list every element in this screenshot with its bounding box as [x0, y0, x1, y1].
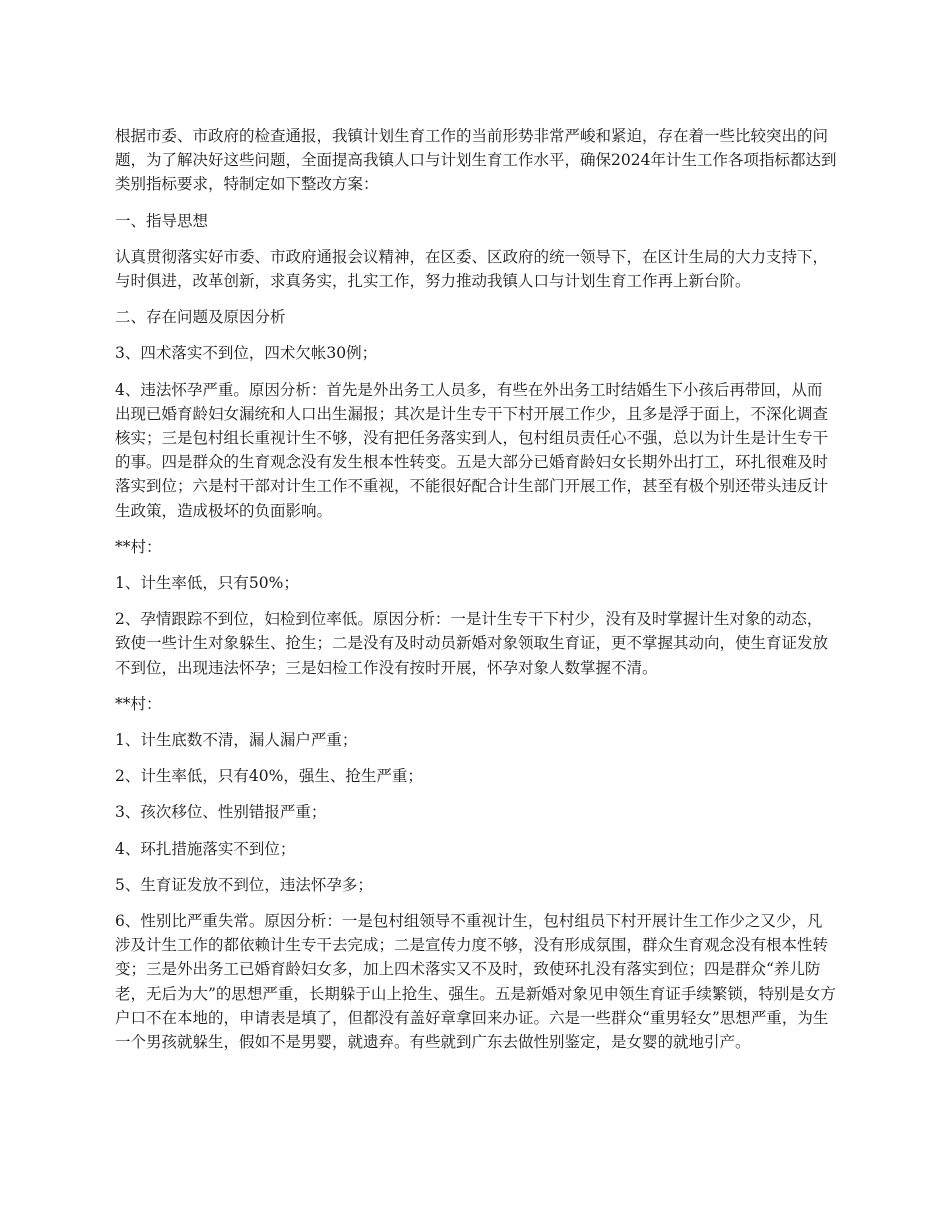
list-item: 2、计生率低，只有40%，强生、抢生严重； [115, 767, 423, 786]
list-item: 1、计生率低，只有50%； [115, 574, 299, 593]
list-item: 4、违法怀孕严重。原因分析：首先是外出务工人员多，有些在外出务工时结婚生下小孩后再带回，从而出现已婚育龄妇女漏统和人口出生漏报；其次是计生专干下村开展工作少，且多是浮于面上，不深化调查核实；三是包村组长重视计生不够，没有把任务落实到人，包村组员责任心不强，总以为计生是计生专干的事。四是群众的生育观念没有发生根本性转变。五是大部分已婚育龄妇女长期外出打工，环扎很难及时落实到位；六是村干部对计生工作不重视，不能很好配合计生部门开展工作，甚至有极个别还带头违反计生政策，造成极坏的负面影响。 [115, 380, 829, 520]
village-heading: **村： [115, 694, 162, 713]
section-heading-problems-analysis: 二、存在问题及原因分析 [115, 308, 286, 327]
list-item: 1、计生底数不清，漏人漏户严重； [115, 731, 358, 750]
list-item: 5、生育证发放不到位，违法怀孕多； [115, 875, 373, 894]
list-item: 4、环扎措施落实不到位； [115, 839, 296, 858]
intro-paragraph: 根据市委、市政府的检查通报，我镇计划生育工作的当前形势非常严峻和紧迫，存在着一些比较突出的问题，为了解决好这些问题，全面提高我镇人口与计划生育工作水平，确保2024年计生工作各项指标都达到类别指标要求，特制定如下整改方案： [115, 127, 837, 194]
list-item: 3、孩次移位、性别错报严重； [115, 803, 327, 822]
list-item: 3、四术落实不到位，四术欠帐30例； [115, 344, 378, 363]
village-heading: **村： [115, 537, 162, 556]
section-heading-guiding-ideology: 一、指导思想 [115, 211, 209, 230]
guiding-ideology-paragraph: 认真贯彻落实好市委、市政府通报会议精神，在区委、区政府的统一领导下，在区计生局的大力支持下，与时俱进，改革创新，求真务实，扎实工作，努力推动我镇人口与计划生育工作再上新台阶。 [115, 247, 829, 291]
document-body [115, 124, 837, 1066]
list-item: 6、性别比严重失常。原因分析：一是包村组领导不重视计生，包村组员下村开展计生工作少之又少，凡涉及计生工作的都依赖计生专干去完成；二是宣传力度不够，没有形成氛围，群众生育观念没有根本性转变；三是外出务工已婚育龄妇女多，加上四术落实又不及时，致使环扎没有落实到位；四是群众“养儿防老，无后为大”的思想严重，长期躲于山上抢生、强生。五是新婚对象见申领生育证手续繁锁，特别是女方户口不在本地的，申请表是填了，但都没有盖好章拿回来办证。六是一些群众“重男轻女”思想严重，为生一个男孩就躲生，假如不是男婴，就遗弃。有些就到广东去做性别鉴定，是女婴的就地引产。 [115, 912, 836, 1052]
list-item: 2、孕情跟踪不到位，妇检到位率低。原因分析：一是计生专干下村少，没有及时掌握计生对象的动态，致使一些计生对象躲生、抢生；二是没有及时动员新婚对象领取生育证，更不掌握其动向，使生育证发放不到位，出现违法怀孕；三是妇检工作没有按时开展，怀孕对象人数掌握不清。 [115, 610, 829, 677]
